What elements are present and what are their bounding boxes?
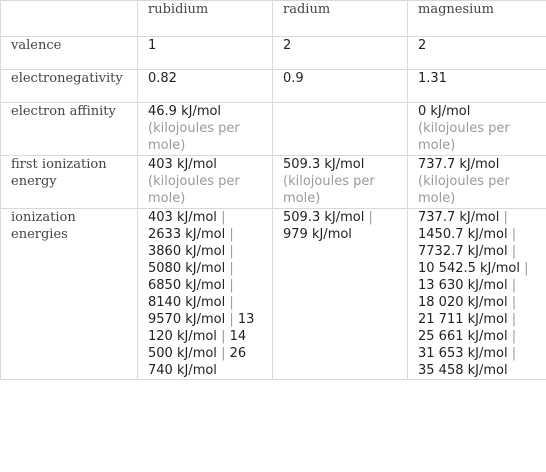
separator: |: [229, 312, 234, 327]
separator: |: [229, 278, 234, 293]
ionization-energies-magnesium: 737.7 kJ/mol | 1450.7 kJ/mol | 7732.7 kJ/mol | 10 542.5 kJ/mol | 13 630 kJ/mol | 18 020 kJ/mol | 21 711 kJ/mol | 25 661 kJ/mol | 31 653 kJ/mol | 35 458 kJ/mol: [408, 209, 546, 380]
first-ionization-radium: [273, 156, 408, 209]
row-ionization-energies: [1, 209, 546, 380]
separator: |: [503, 210, 508, 225]
electronegativity-radium: 0.9: [273, 70, 408, 103]
row-label-ionization-energies: ionization energies: [1, 209, 138, 380]
separator: |: [221, 210, 226, 225]
separator: |: [368, 210, 373, 225]
row-valence: [1, 37, 546, 70]
header-rubidium: rubidium: [138, 1, 273, 37]
valence-magnesium: 2: [408, 37, 546, 70]
row-label-electron-affinity: electron affinity: [1, 103, 138, 156]
row-electronegativity: [1, 70, 546, 103]
separator: |: [511, 312, 517, 327]
row-label-electronegativity: electronegativity: [1, 70, 138, 103]
first-ionization-magnesium: [408, 156, 546, 209]
header-row: [1, 1, 546, 37]
separator: |: [511, 244, 517, 259]
header-corner: [1, 1, 138, 37]
electron-affinity-rubidium-unit-note: (kilojoules per mole): [148, 121, 240, 153]
separator: |: [511, 346, 517, 361]
ionization-energies-radium: 509.3 kJ/mol | 979 kJ/mol: [273, 209, 408, 380]
separator: |: [229, 244, 234, 259]
first-ionization-radium-unit-note: (kilojoules per mole): [283, 174, 375, 206]
row-label-valence: valence: [1, 37, 138, 70]
first-ionization-rubidium-unit-note: (kilojoules per mole): [148, 174, 240, 206]
electron-affinity-rubidium: [138, 103, 273, 156]
separator: |: [524, 261, 529, 276]
first-ionization-magnesium-value: 737.7 kJ/mol: [418, 157, 500, 172]
header-radium: radium: [273, 1, 408, 37]
separator: |: [511, 227, 517, 242]
separator: |: [229, 227, 234, 242]
valence-rubidium: 1: [138, 37, 273, 70]
row-electron-affinity: [1, 103, 546, 156]
first-ionization-rubidium: [138, 156, 273, 209]
electron-affinity-magnesium-unit-note: (kilojoules per mole): [418, 121, 510, 153]
electronegativity-magnesium: 1.31: [408, 70, 546, 103]
valence-radium: 2: [273, 37, 408, 70]
separator: |: [511, 278, 517, 293]
electronegativity-rubidium: 0.82: [138, 70, 273, 103]
separator: |: [229, 261, 234, 276]
electron-affinity-radium: [273, 103, 408, 156]
separator: |: [221, 346, 226, 361]
separator: |: [229, 295, 234, 310]
row-first-ionization-energy: [1, 156, 546, 209]
ionization-energies-rubidium: 403 kJ/mol | 2633 kJ/mol | 3860 kJ/mol | 5080 kJ/mol | 6850 kJ/mol | 8140 kJ/mol | 9570 kJ/mol | 13 120 kJ/mol | 14 500 kJ/mol | 26 740 kJ/mol: [138, 209, 273, 380]
electron-affinity-magnesium-value: 0 kJ/mol: [418, 104, 471, 119]
electron-affinity-rubidium-value: 46.9 kJ/mol: [148, 104, 222, 119]
header-magnesium: magnesium: [408, 1, 546, 37]
first-ionization-magnesium-unit-note: (kilojoules per mole): [418, 174, 510, 206]
first-ionization-radium-value: 509.3 kJ/mol: [283, 157, 365, 172]
electron-affinity-magnesium: [408, 103, 546, 156]
separator: |: [511, 295, 517, 310]
row-label-first-ionization-energy: first ionization energy: [1, 156, 138, 209]
separator: |: [511, 329, 517, 344]
first-ionization-rubidium-value: 403 kJ/mol: [148, 157, 217, 172]
separator: |: [221, 329, 226, 344]
